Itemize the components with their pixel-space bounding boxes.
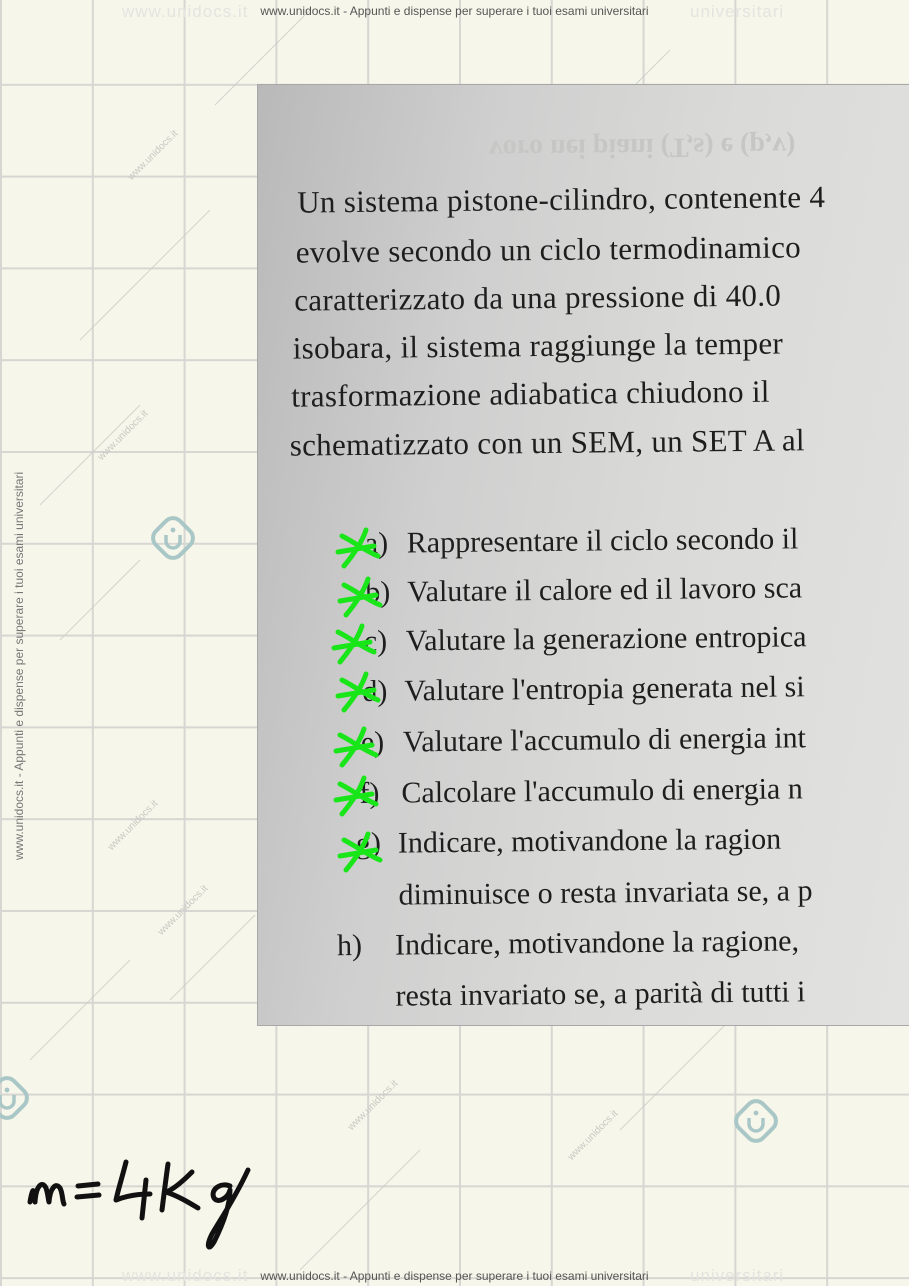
handwritten-mass-note [22,1150,262,1260]
item-text: Rappresentare il ciclo secondo il [406,522,799,560]
check-mark-icon [336,729,376,765]
item-text: Indicare, motivandone la ragion [397,822,782,860]
diagonal-watermark: www.unidocs.it [155,883,211,938]
question-item-h-continuation: resta invariato se, a parità di tutti i [395,975,806,1013]
item-text: Valutare la generazione entropica [405,620,807,658]
diagonal-watermark: www.unidocs.it [95,408,151,463]
item-marker: b) [365,575,391,609]
item-text: Valutare il calore ed il lavoro sca [407,571,803,609]
footer-watermark: www.unidocs.it - Appunti e dispense per superare i tuoi esami universitari [260,1269,649,1283]
check-mark-icon [336,778,376,814]
paragraph-line: isobara, il sistema raggiunge la temper [292,325,784,366]
item-marker: e) [360,725,385,759]
item-marker: d) [362,674,388,708]
item-marker: a) [364,526,389,560]
check-mark-icon [334,626,374,662]
check-mark-icon [340,579,380,615]
side-watermark-left: www.unidocs.it - Appunti e dispense per superare i tuoi esami universitari [12,471,26,860]
item-marker: h) [336,928,363,963]
item-text: Valutare l'entropia generata nel si [404,670,805,708]
diagonal-watermark: www.unidocs.it [565,1108,621,1163]
item-text: Indicare, motivandone la ragione, [394,924,800,962]
paragraph-line: trasformazione adiabatica chiudono il [291,373,770,414]
ghost-watermark-top: www.unidocs.it [122,2,249,21]
paragraph-line: Un sistema pistone-cilindro, contenente 4 [297,179,826,220]
paragraph-line: schematizzato con un SEM, un SET A al [289,422,805,463]
diagonal-watermark: www.unidocs.it [125,128,181,183]
item-text: Valutare l'accumulo di energia int [402,721,807,759]
check-mark-icon [340,834,380,870]
check-mark-icon [338,674,378,710]
paragraph-line: caratterizzato da una pressione di 40.0 [294,277,782,318]
diagonal-watermark: www.unidocs.it [105,798,161,853]
diagonal-watermark: www.unidocs.it [345,1078,401,1133]
paragraph-line: evolve secondo un ciclo termodinamico [295,229,802,270]
item-text: Calcolare l'accumulo di energia n [401,772,803,810]
item-marker: c) [363,624,388,658]
ghost-watermark-bottom-right: universitari [690,1266,785,1285]
item-marker: g) [355,826,382,861]
mirrored-heading-fragment: vorо nei piani (T,s) e (p,v) [488,130,796,165]
ghost-watermark-top-right: universitari [690,2,785,21]
item-marker: f) [359,776,380,810]
check-mark-icon [338,530,378,566]
ghost-watermark-bottom: www.unidocs.it [122,1266,249,1285]
header-watermark: www.unidocs.it - Appunti e dispense per superare i tuoi esami universitari [260,4,649,18]
handwritten-note-text: m = 4 Kg [22,1257,31,1259]
question-item-g-continuation: diminuisce o resta invariata se, a p [398,874,813,912]
